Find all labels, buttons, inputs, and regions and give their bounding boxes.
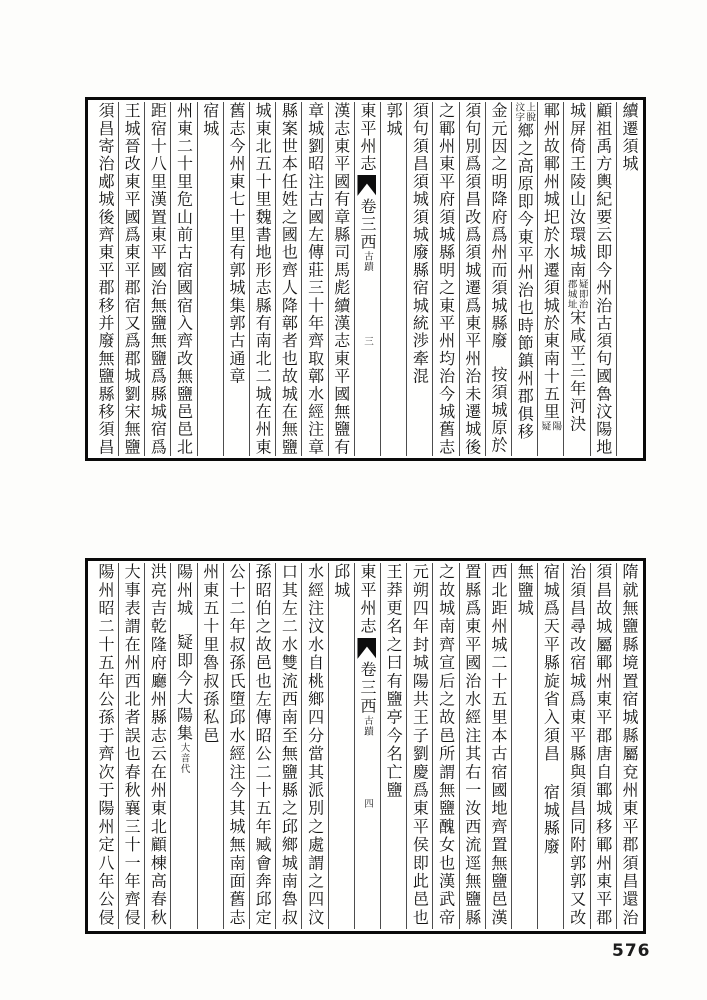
fishtail-mark-icon bbox=[357, 638, 376, 659]
small-note: 四 bbox=[361, 798, 373, 809]
text-column bbox=[223, 102, 249, 456]
text-column bbox=[485, 102, 511, 456]
column-text: 章城劉昭注古國左傳莊三十年齊取鄣水經注章 bbox=[305, 102, 325, 456]
text-column bbox=[563, 563, 589, 929]
column-text: 之鄆州東平府須城縣明之東平州均治今城舊志 bbox=[436, 102, 456, 456]
column-text: 金元因之明降府爲州而須城縣廢 bbox=[488, 102, 508, 350]
bottom-text-block bbox=[85, 558, 646, 934]
small-note: 古蹟 bbox=[361, 715, 373, 737]
note-left-line: 郡城址 bbox=[565, 279, 577, 309]
text-column bbox=[170, 563, 196, 929]
text-column bbox=[406, 102, 432, 456]
column-heading: 郭城 bbox=[384, 102, 404, 138]
text-column bbox=[380, 563, 406, 929]
top-text-block bbox=[85, 97, 646, 461]
note-left-line: 疑 bbox=[539, 420, 551, 431]
column-text: 州東五十里魯叔孫私邑 bbox=[200, 563, 220, 745]
column-text: 東平州志 bbox=[357, 563, 377, 636]
small-note: 古蹟 bbox=[361, 250, 373, 272]
interlinear-note bbox=[566, 279, 588, 309]
column-text: 元朔四年封城陽共王子劉慶爲東平侯即此邑也 bbox=[410, 563, 430, 927]
column-text: 公十二年叔孫氏墮邱水經注今其城無南面舊志 bbox=[226, 563, 246, 927]
column-text: 須昌故城屬鄆州東平郡唐自鄆城移鄆州東平郡 bbox=[593, 563, 613, 927]
column-text: 鄉之高原即今東平州治也時節鎮州郡俱移 bbox=[515, 122, 535, 441]
top-columns-container bbox=[88, 100, 643, 458]
column-text: 續遷須城 bbox=[620, 102, 639, 173]
text-column bbox=[537, 102, 563, 456]
column-text: 城東北五十里魏書地形志縣有南北二城在州東 bbox=[253, 102, 273, 456]
column-text: 洪亮吉乾隆府廳州縣志云在州東北顧棟高春秋 bbox=[148, 563, 168, 927]
column-heading: 無鹽城 bbox=[515, 563, 535, 618]
text-column bbox=[249, 563, 275, 929]
column-text: 須昌寄治郕城後齊東平郡移并廢無鹽縣移須昌 bbox=[95, 102, 115, 456]
bottom-columns-container bbox=[88, 561, 643, 931]
column-text: 按須城原於 bbox=[488, 365, 508, 455]
text-column bbox=[537, 563, 563, 929]
column-text: 距宿十八里漢置東平國治無鹽無鹽爲縣城宿爲 bbox=[148, 102, 168, 456]
column-text: 水經注汶水自桃鄉四分當其派別之處謂之四汶 bbox=[305, 563, 325, 927]
column-heading: 宿城 bbox=[200, 102, 220, 138]
small-note: 三 bbox=[361, 335, 373, 347]
text-column bbox=[301, 102, 327, 456]
column-text: 須句須昌須城須城廢縣宿城統渉牽混 bbox=[410, 102, 430, 386]
text-column bbox=[328, 563, 354, 929]
column-text: 舊志今州東七十里有郭城集郭古通章 bbox=[226, 102, 246, 386]
text-column bbox=[354, 563, 380, 929]
text-column bbox=[93, 563, 118, 929]
column-text: 宋咸平三年河決 bbox=[567, 309, 587, 433]
spacer bbox=[497, 350, 499, 366]
interlinear-note bbox=[539, 421, 561, 440]
fishtail-mark-icon bbox=[357, 175, 376, 196]
text-column bbox=[118, 563, 144, 929]
column-text: 大事表謂在州西北者誤也春秋襄三十一年齊侵 bbox=[122, 563, 142, 927]
text-column bbox=[616, 102, 642, 456]
text-column bbox=[275, 563, 301, 929]
text-column bbox=[170, 102, 196, 456]
column-text: 城屏倚王陵山汝環城南 bbox=[567, 102, 587, 279]
note-right-line: 疑即治 bbox=[576, 279, 588, 309]
column-text: 陽州城 bbox=[174, 563, 194, 618]
text-column bbox=[485, 563, 511, 929]
text-column bbox=[406, 563, 432, 929]
text-column bbox=[144, 563, 170, 929]
text-column bbox=[275, 102, 301, 456]
text-column bbox=[197, 563, 223, 929]
column-text: 卷三西 bbox=[357, 660, 377, 716]
page-number: 576 bbox=[612, 941, 651, 961]
text-column bbox=[590, 563, 616, 929]
column-text: 之故城南齊宣后之故邑所謂無鹽醜女也漢武帝 bbox=[436, 563, 456, 927]
text-column bbox=[354, 102, 380, 456]
text-column bbox=[380, 102, 406, 456]
text-column bbox=[118, 102, 144, 456]
column-text: 漢志東平國有章縣司馬彪續漢志東平國無鹽有 bbox=[331, 102, 351, 456]
text-column bbox=[459, 102, 485, 456]
column-text: 王城晉改東平國爲東平郡宿又爲郡城劉宋無鹽 bbox=[122, 102, 142, 456]
spacer bbox=[549, 763, 551, 783]
spacer bbox=[366, 272, 368, 336]
text-column bbox=[197, 102, 223, 456]
small-note: 大音代 bbox=[178, 742, 190, 775]
text-column bbox=[563, 102, 589, 456]
column-text: 宿城縣廢 bbox=[541, 783, 561, 857]
spacer bbox=[366, 736, 368, 798]
column-text: 口其左二水雙流西南至無鹽縣之邱鄉城南魯叔 bbox=[279, 563, 299, 927]
column-text: 須句別爲須昌改爲須城遷爲東平州治未遷城後 bbox=[462, 102, 482, 456]
column-heading: 邱城 bbox=[331, 563, 351, 600]
column-text: 鄆州故鄆州城圯於水遷須城於東南十五里 bbox=[541, 102, 561, 421]
text-column bbox=[328, 102, 354, 456]
column-text: 宿城爲天平縣旋省入須昌 bbox=[541, 563, 561, 764]
text-column bbox=[590, 102, 616, 456]
text-column bbox=[432, 102, 458, 456]
note-right-line: 上脫 bbox=[524, 102, 536, 122]
text-column bbox=[144, 102, 170, 456]
text-column bbox=[511, 563, 537, 929]
column-text: 置縣爲東平國治水經注其右一汝西流逕無鹽縣 bbox=[462, 563, 482, 927]
column-text: 治須昌尋改宿城爲東平縣與須昌同附郭郭又改 bbox=[567, 563, 587, 927]
interlinear-note bbox=[513, 102, 535, 122]
column-text: 顧祖禹方輿紀要云即今州治古須句國魯汶陽地 bbox=[593, 102, 613, 456]
text-column bbox=[93, 102, 118, 456]
column-text: 州東二十里危山前古宿國宿入齊改無鹽邑邑北 bbox=[174, 102, 194, 456]
text-column bbox=[459, 563, 485, 929]
text-column bbox=[432, 563, 458, 929]
column-text: 陽州昭二十五年公孫于齊次于陽州定八年公侵 bbox=[95, 563, 115, 927]
text-column bbox=[223, 563, 249, 929]
column-text: 西北距州城二十五里本古宿國地齊置無鹽邑漢 bbox=[488, 563, 508, 927]
column-text: 隋就無鹽縣境置宿城縣屬兗州東平郡須昌還治 bbox=[620, 563, 639, 927]
text-column bbox=[511, 102, 537, 456]
note-right-line: 陽 bbox=[550, 420, 562, 431]
column-text: 疑即今大陽集 bbox=[174, 633, 194, 743]
text-column bbox=[301, 563, 327, 929]
column-text: 孫昭伯之故邑也左傳昭公二十五年臧會奔邱定 bbox=[253, 563, 273, 927]
spacer bbox=[183, 618, 185, 634]
text-column bbox=[616, 563, 642, 929]
note-left-line: 汶字 bbox=[513, 102, 525, 122]
text-column bbox=[249, 102, 275, 456]
column-text: 卷三西 bbox=[357, 197, 377, 251]
column-text: 東平州志 bbox=[357, 102, 377, 173]
column-text: 王莽更名之曰有鹽亭今名亡鹽 bbox=[384, 563, 404, 800]
column-text: 縣案世本任姓之國也齊人降鄣者也故城在無鹽 bbox=[279, 102, 299, 456]
